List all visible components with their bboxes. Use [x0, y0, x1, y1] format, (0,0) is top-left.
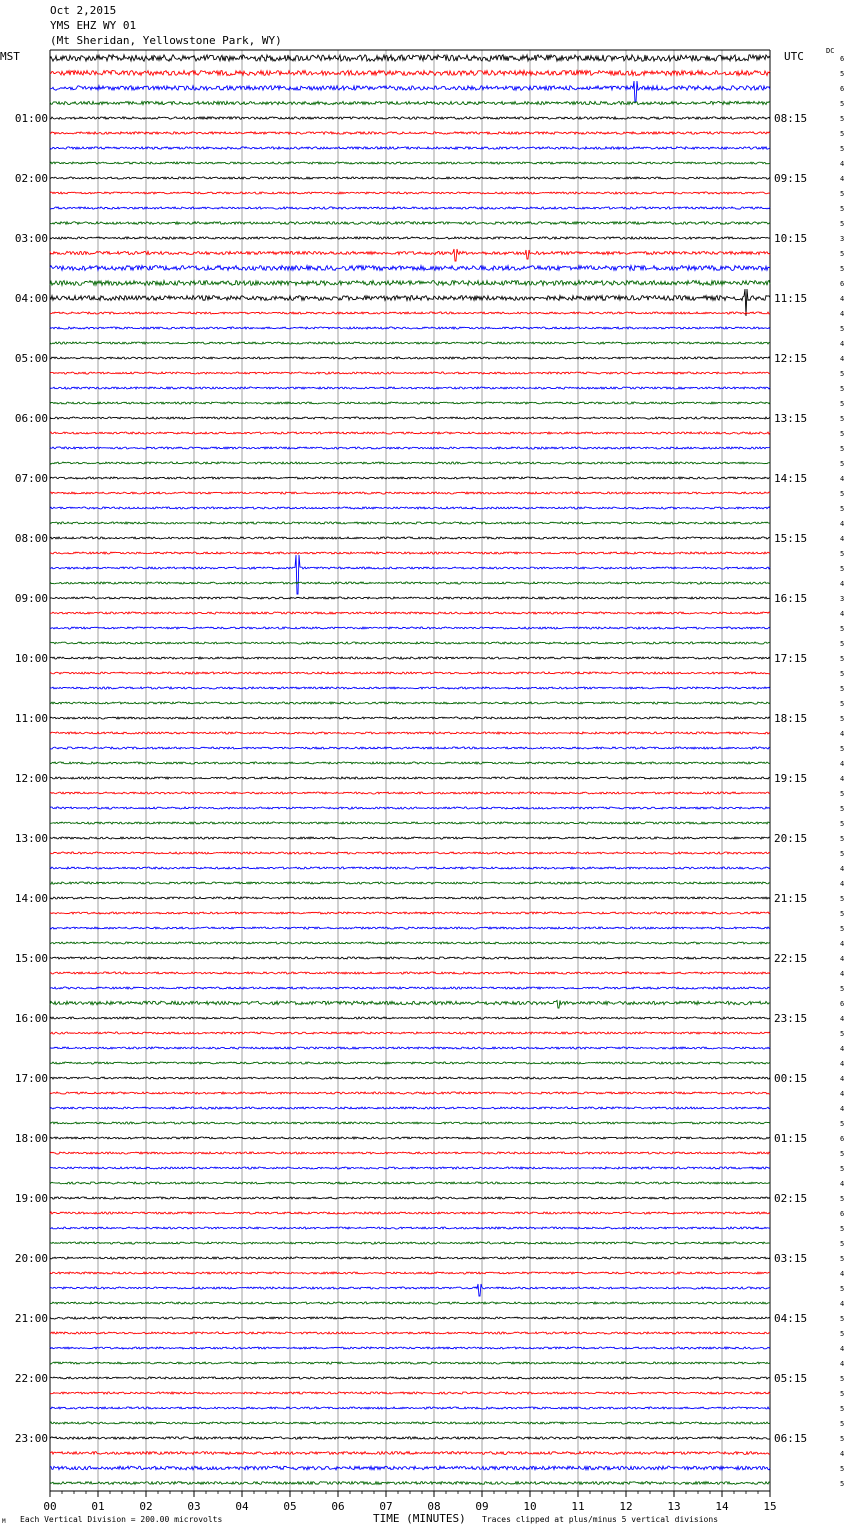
trace-28 [50, 477, 770, 479]
left-hour-label: 03:00 [14, 232, 48, 245]
right-hour-label: 02:15 [774, 1192, 808, 1205]
trace-89 [50, 1392, 770, 1394]
trace-72 [50, 1137, 770, 1139]
trace-55 [50, 882, 770, 884]
right-timezone-label: UTC [784, 50, 804, 63]
trace-52 [50, 837, 770, 839]
trace-87 [50, 1362, 770, 1364]
dc-offset-value: 4 [840, 1180, 845, 1188]
x-axis-label: TIME (MINUTES) [373, 1512, 466, 1525]
trace-32 [50, 537, 770, 539]
seismic-traces [50, 55, 770, 1485]
dc-offset-value: 5 [840, 925, 845, 933]
dc-offset-value: 6 [840, 1000, 845, 1008]
dc-offset-value: 5 [840, 220, 845, 228]
right-hour-label: 06:15 [774, 1432, 808, 1445]
x-tick-label: 09 [475, 1500, 489, 1513]
trace-34 [50, 555, 770, 594]
right-hour-label: 05:15 [774, 1372, 808, 1385]
dc-offset-value: 4 [840, 1075, 845, 1083]
x-tick-label: 15 [763, 1500, 777, 1513]
left-hour-label: 23:00 [14, 1432, 48, 1445]
trace-59 [50, 942, 770, 944]
dc-offset-value: 6 [840, 1210, 845, 1218]
trace-42 [50, 687, 770, 689]
trace-46 [50, 747, 770, 749]
x-tick-label: 11 [571, 1500, 585, 1513]
dc-offset-value: 5 [840, 1285, 845, 1293]
dc-offset-value: 5 [840, 1165, 845, 1173]
dc-offset-value: 5 [840, 820, 845, 828]
trace-66 [50, 1047, 770, 1049]
trace-81 [50, 1272, 770, 1274]
x-tick-label: 06 [331, 1500, 345, 1513]
dc-offset-value: 5 [840, 325, 845, 333]
trace-95 [50, 1482, 770, 1485]
trace-73 [50, 1152, 770, 1154]
trace-92 [50, 1437, 770, 1439]
dc-offset-value: 5 [840, 385, 845, 393]
trace-23 [50, 402, 770, 404]
dc-offset-value: 4 [840, 355, 845, 363]
trace-75 [50, 1182, 770, 1184]
trace-61 [50, 972, 770, 974]
dc-offset-value: 5 [840, 1195, 845, 1203]
trace-78 [50, 1227, 770, 1229]
dc-offset-value: 5 [840, 1330, 845, 1338]
dc-offset-value: 6 [840, 280, 845, 288]
right-hour-label: 17:15 [774, 652, 808, 665]
right-hour-label: 22:15 [774, 952, 808, 965]
trace-30 [50, 507, 770, 509]
dc-offset-value: 4 [840, 310, 845, 318]
trace-58 [50, 927, 770, 929]
dc-offset-value: 5 [840, 250, 845, 258]
left-hour-label: 06:00 [14, 412, 48, 425]
dc-offset-value: 4 [840, 340, 845, 348]
trace-17 [50, 312, 770, 314]
dc-offset-value: 4 [840, 1060, 845, 1068]
right-hour-label: 03:15 [774, 1252, 808, 1265]
dc-offset-value: 4 [840, 610, 845, 618]
right-hour-label: 04:15 [774, 1312, 808, 1325]
left-hour-label: 11:00 [14, 712, 48, 725]
dc-offset-value: 4 [840, 1090, 845, 1098]
dc-offset-value: 5 [840, 445, 845, 453]
trace-57 [50, 912, 770, 914]
dc-offset-value: 5 [840, 1315, 845, 1323]
trace-36 [50, 597, 770, 599]
logo-mark: M [2, 1518, 6, 1525]
x-tick-label: 00 [43, 1500, 57, 1513]
dc-offset-value: 5 [840, 1255, 845, 1263]
trace-71 [50, 1122, 770, 1124]
dc-offset-value: 4 [840, 730, 845, 738]
dc-offset-value: 5 [840, 205, 845, 213]
trace-7 [50, 162, 770, 164]
trace-63 [50, 1001, 770, 1009]
right-hour-label: 23:15 [774, 1012, 808, 1025]
dc-offset-value: 5 [840, 490, 845, 498]
trace-60 [50, 957, 770, 959]
left-hour-label: 02:00 [14, 172, 48, 185]
trace-93 [50, 1452, 770, 1455]
dc-offset-value: 5 [840, 910, 845, 918]
right-hour-label: 19:15 [774, 772, 808, 785]
x-tick-label: 03 [187, 1500, 201, 1513]
dc-offset-value: 5 [840, 415, 845, 423]
trace-13 [50, 249, 770, 261]
dc-offset-value: 5 [840, 1405, 845, 1413]
left-hour-labels [15, 112, 48, 1445]
trace-11 [50, 222, 770, 225]
dc-offset-value: 5 [840, 1465, 845, 1473]
dc-offset-value: 5 [840, 685, 845, 693]
dc-offset-value: 4 [840, 955, 845, 963]
trace-83 [50, 1302, 770, 1304]
right-hour-label: 13:15 [774, 412, 808, 425]
trace-6 [50, 147, 770, 149]
dc-offset-value: 4 [840, 1345, 845, 1353]
trace-43 [50, 702, 770, 704]
dc-offset-value: 5 [840, 1420, 845, 1428]
right-hour-label: 16:15 [774, 592, 808, 605]
dc-offset-value: 3 [840, 595, 845, 603]
dc-offset-value: 5 [840, 1225, 845, 1233]
right-hour-label: 08:15 [774, 112, 808, 125]
dc-offset-value: 5 [840, 1240, 845, 1248]
trace-27 [50, 462, 770, 464]
trace-4 [50, 117, 770, 119]
trace-3 [50, 101, 770, 104]
trace-14 [50, 266, 770, 271]
dc-offset-header: DC [826, 47, 835, 55]
trace-47 [50, 762, 770, 764]
dc-offset-value: 5 [840, 1150, 845, 1158]
dc-offset-value: 5 [840, 625, 845, 633]
dc-offset-value: 5 [840, 190, 845, 198]
dc-offset-value: 5 [840, 145, 845, 153]
left-hour-label: 05:00 [14, 352, 48, 365]
trace-84 [50, 1317, 770, 1319]
trace-35 [50, 582, 770, 584]
dc-offset-value: 4 [840, 175, 845, 183]
dc-offset-value: 6 [840, 85, 845, 93]
trace-94 [50, 1466, 770, 1470]
trace-12 [50, 237, 770, 239]
trace-50 [50, 807, 770, 809]
x-tick-label: 05 [283, 1500, 297, 1513]
left-hour-label: 22:00 [14, 1372, 48, 1385]
dc-offset-value: 5 [840, 835, 845, 843]
trace-44 [50, 717, 770, 719]
trace-70 [50, 1107, 770, 1109]
clip-note: Traces clipped at plus/minus 5 vertical divisions [482, 1515, 719, 1524]
trace-51 [50, 822, 770, 824]
dc-offset-value: 5 [840, 850, 845, 858]
dc-offset-value: 4 [840, 1300, 845, 1308]
chart-date: Oct 2,2015 [50, 4, 117, 17]
trace-64 [50, 1017, 770, 1019]
left-hour-label: 18:00 [14, 1132, 48, 1145]
dc-offset-value: 4 [840, 970, 845, 978]
trace-91 [50, 1422, 770, 1424]
left-hour-label: 21:00 [14, 1312, 48, 1325]
trace-15 [50, 281, 770, 286]
trace-39 [50, 642, 770, 644]
left-hour-label: 01:00 [14, 112, 48, 125]
x-tick-label: 13 [667, 1500, 681, 1513]
left-hour-label: 20:00 [14, 1252, 48, 1265]
left-hour-label: 16:00 [14, 1012, 48, 1025]
x-axis [43, 1491, 776, 1513]
right-hour-label: 11:15 [774, 292, 808, 305]
left-hour-label: 19:00 [14, 1192, 48, 1205]
dc-offset-value: 3 [840, 235, 845, 243]
dc-offset-value: 4 [840, 535, 845, 543]
right-hour-label: 10:15 [774, 232, 808, 245]
trace-80 [50, 1257, 770, 1259]
trace-8 [50, 177, 770, 179]
station-code: YMS EHZ WY 01 [50, 19, 137, 32]
dc-offset-value: 5 [840, 895, 845, 903]
trace-22 [50, 387, 770, 389]
dc-offset-value: 5 [840, 115, 845, 123]
dc-offset-value: 4 [840, 1450, 845, 1458]
trace-90 [50, 1407, 770, 1409]
x-tick-label: 07 [379, 1500, 393, 1513]
dc-offset-value: 5 [840, 640, 845, 648]
left-hour-label: 07:00 [14, 472, 48, 485]
dc-offset-value: 4 [840, 160, 845, 168]
dc-offset-value: 5 [840, 655, 845, 663]
dc-offset-value: 4 [840, 295, 845, 303]
trace-69 [50, 1092, 770, 1094]
left-hour-label: 15:00 [14, 952, 48, 965]
dc-offset-value: 5 [840, 805, 845, 813]
trace-54 [50, 867, 770, 869]
trace-88 [50, 1377, 770, 1379]
left-timezone-label: MST [0, 50, 20, 63]
dc-offset-value: 5 [840, 745, 845, 753]
left-hour-label: 14:00 [14, 892, 48, 905]
dc-offset-value: 5 [840, 1435, 845, 1443]
dc-offset-value: 4 [840, 880, 845, 888]
trace-68 [50, 1077, 770, 1079]
dc-offset-value: 5 [840, 460, 845, 468]
dc-offset-value: 4 [840, 1105, 845, 1113]
right-hour-label: 09:15 [774, 172, 808, 185]
trace-9 [50, 192, 770, 194]
x-tick-label: 01 [91, 1500, 105, 1513]
dc-offset-value: 4 [840, 580, 845, 588]
x-tick-label: 04 [235, 1500, 249, 1513]
x-tick-label: 10 [523, 1500, 537, 1513]
trace-25 [50, 432, 770, 434]
dc-offset-value: 6 [840, 1135, 845, 1143]
trace-45 [50, 732, 770, 734]
right-hour-label: 18:15 [774, 712, 808, 725]
dc-offset-value: 5 [840, 265, 845, 273]
minute-grid [50, 50, 770, 1491]
dc-offset-value: 5 [840, 565, 845, 573]
dc-offset-value: 5 [840, 1480, 845, 1488]
trace-0 [50, 55, 770, 61]
dc-offset-value: 5 [840, 985, 845, 993]
trace-33 [50, 552, 770, 554]
trace-5 [50, 132, 770, 134]
trace-49 [50, 792, 770, 794]
x-tick-label: 12 [619, 1500, 633, 1513]
trace-10 [50, 207, 770, 209]
dc-offset-value: 5 [840, 370, 845, 378]
dc-offset-value: 4 [840, 520, 845, 528]
right-hour-label: 21:15 [774, 892, 808, 905]
right-hour-label: 20:15 [774, 832, 808, 845]
trace-77 [50, 1212, 770, 1214]
dc-offset-value: 4 [840, 475, 845, 483]
dc-offset-value: 4 [840, 940, 845, 948]
right-hour-label: 00:15 [774, 1072, 808, 1085]
trace-20 [50, 357, 770, 359]
dc-offset-value: 4 [840, 865, 845, 873]
dc-offset-value: 4 [840, 1015, 845, 1023]
right-hour-label: 01:15 [774, 1132, 808, 1145]
trace-24 [50, 417, 770, 419]
trace-85 [50, 1332, 770, 1334]
dc-offset-value: 5 [840, 700, 845, 708]
dc-offset-value: 5 [840, 1030, 845, 1038]
station-location: (Mt Sheridan, Yellowstone Park, WY) [50, 34, 282, 47]
left-hour-label: 12:00 [14, 772, 48, 785]
dc-offset-value: 5 [840, 1120, 845, 1128]
trace-2 [50, 81, 770, 102]
dc-offset-value: 5 [840, 670, 845, 678]
trace-56 [50, 897, 770, 899]
trace-37 [50, 612, 770, 614]
trace-74 [50, 1167, 770, 1169]
trace-29 [50, 492, 770, 494]
dc-offset-value: 5 [840, 505, 845, 513]
dc-offset-value: 5 [840, 130, 845, 138]
trace-62 [50, 987, 770, 989]
trace-1 [50, 71, 770, 76]
trace-82 [50, 1284, 770, 1296]
dc-offset-value: 5 [840, 790, 845, 798]
trace-79 [50, 1242, 770, 1244]
trace-40 [50, 657, 770, 659]
left-hour-label: 13:00 [14, 832, 48, 845]
dc-offset-value: 5 [840, 550, 845, 558]
dc-offset-value: 5 [840, 1375, 845, 1383]
dc-offset-value: 5 [840, 1390, 845, 1398]
x-tick-label: 14 [715, 1500, 729, 1513]
x-tick-label: 08 [427, 1500, 441, 1513]
right-hour-label: 12:15 [774, 352, 808, 365]
trace-53 [50, 852, 770, 854]
trace-76 [50, 1197, 770, 1199]
left-hour-label: 17:00 [14, 1072, 48, 1085]
right-hour-label: 14:15 [774, 472, 808, 485]
trace-18 [50, 327, 770, 329]
dc-offset-value: 5 [840, 430, 845, 438]
x-tick-label: 02 [139, 1500, 153, 1513]
trace-31 [50, 522, 770, 524]
left-hour-label: 08:00 [14, 532, 48, 545]
trace-65 [50, 1032, 770, 1034]
left-hour-label: 10:00 [14, 652, 48, 665]
dc-offset-value: 5 [840, 70, 845, 78]
dc-offset-values [840, 55, 844, 1488]
trace-48 [50, 777, 770, 779]
dc-offset-value: 4 [840, 1045, 845, 1053]
trace-38 [50, 627, 770, 629]
trace-67 [50, 1062, 770, 1064]
dc-offset-value: 4 [840, 1270, 845, 1278]
dc-offset-value: 5 [840, 400, 845, 408]
trace-26 [50, 447, 770, 449]
dc-offset-value: 5 [840, 715, 845, 723]
dc-offset-value: 6 [840, 55, 845, 63]
trace-41 [50, 672, 770, 674]
left-hour-label: 04:00 [14, 292, 48, 305]
trace-19 [50, 342, 770, 344]
right-hour-label: 15:15 [774, 532, 808, 545]
dc-offset-value: 5 [840, 100, 845, 108]
dc-offset-value: 4 [840, 760, 845, 768]
dc-offset-value: 4 [840, 775, 845, 783]
trace-21 [50, 372, 770, 374]
trace-86 [50, 1347, 770, 1349]
dc-offset-value: 4 [840, 1360, 845, 1368]
left-hour-label: 09:00 [14, 592, 48, 605]
vertical-scale-note: Each Vertical Division = 200.00 microvolts [20, 1515, 223, 1524]
right-hour-labels [774, 112, 807, 1445]
